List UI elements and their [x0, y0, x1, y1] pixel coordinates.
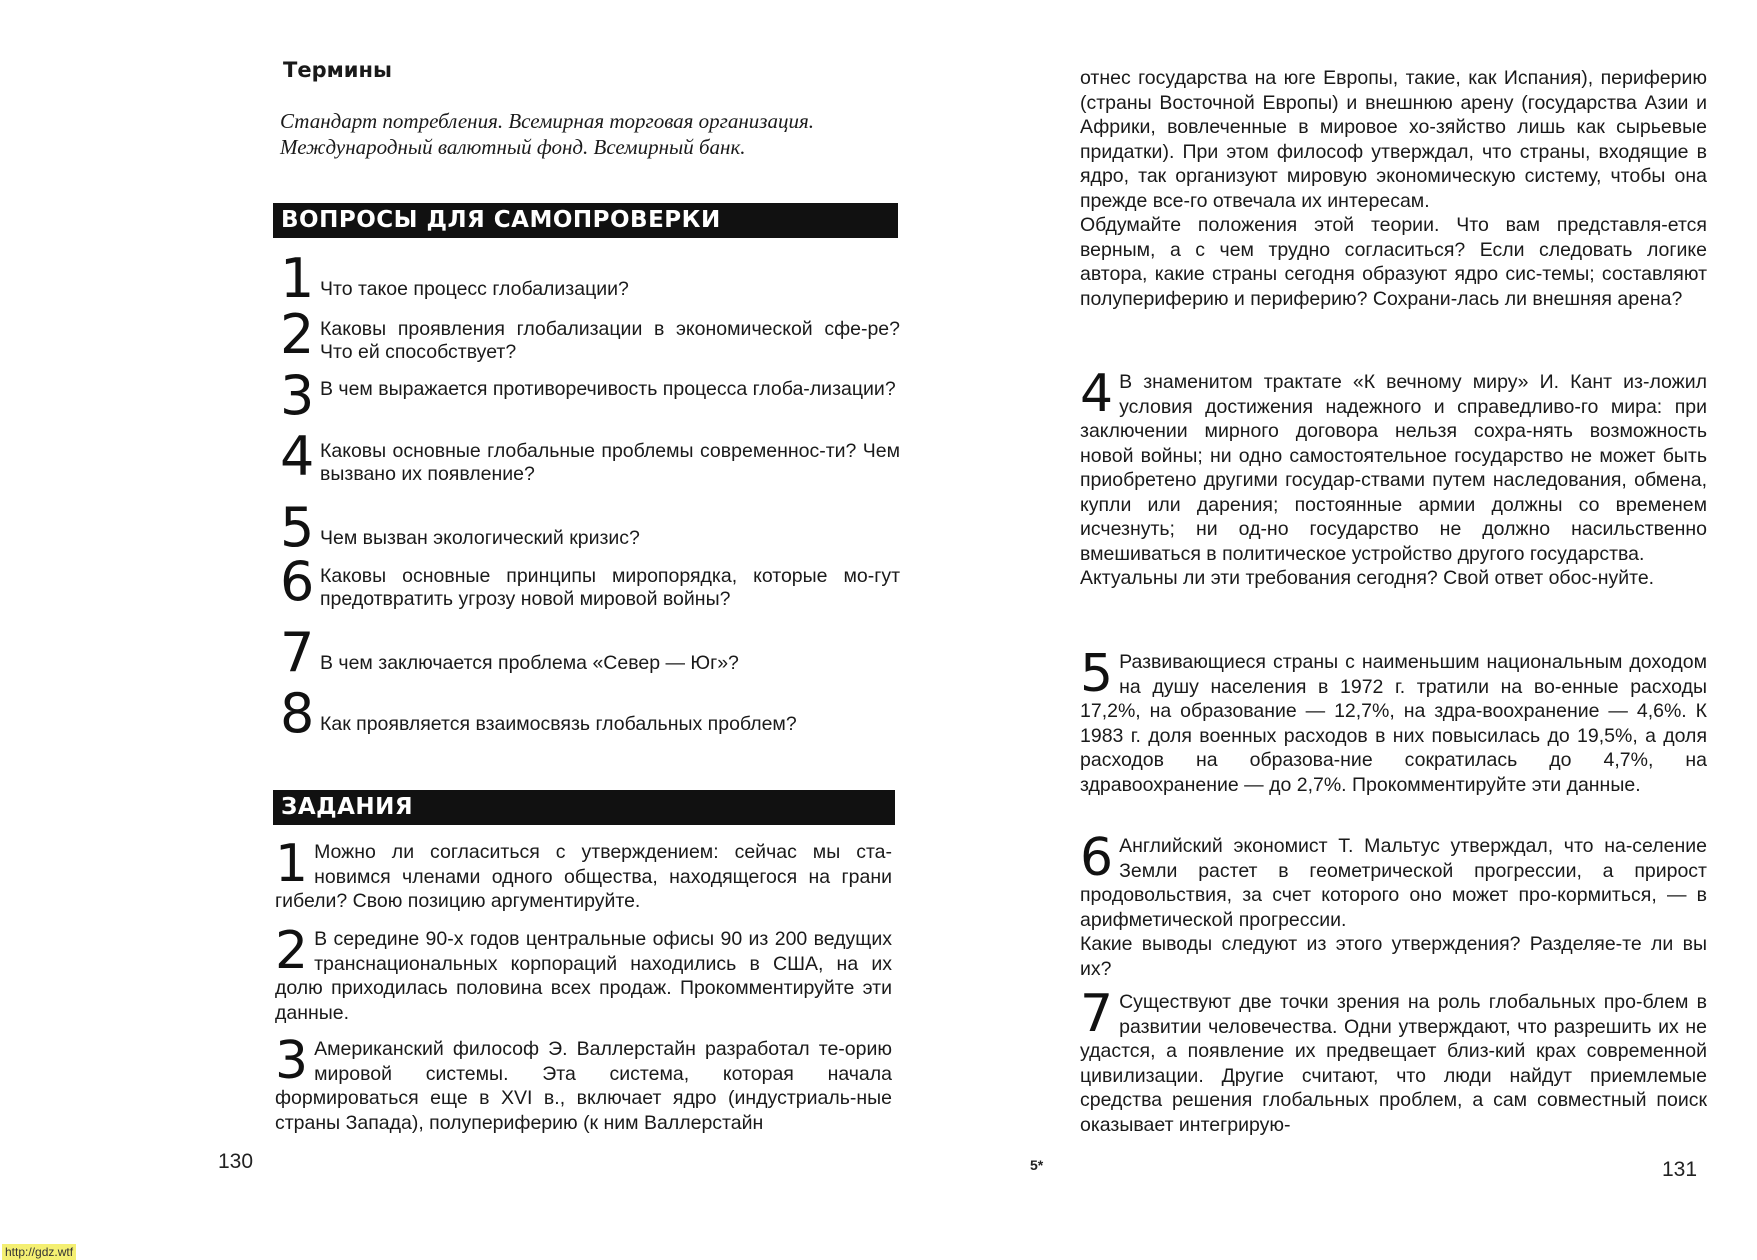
signature-mark: 5* — [1030, 1157, 1044, 1173]
question-text: Как проявляется взаимосвязь глобальных проблем? — [320, 713, 797, 735]
task-text: Английский экономист Т. Мальтус утверждал, что на-селение Земли растет в геометрической прогрессии, а прирост продовольствия, за счет которого оно может про-кормиться, — в арифметической прогрессии. — [1080, 835, 1707, 931]
tasks-section-header: ЗАДАНИЯ — [273, 790, 895, 825]
question-text: Чем вызван экологический кризис? — [320, 527, 640, 549]
question-number: 8 — [280, 682, 315, 745]
terms-heading: Термины — [283, 58, 392, 82]
task-item — [275, 1031, 892, 1135]
task-text: Развивающиеся страны с наименьшим национальным доходом на душу населения в 1972 г. тратили на во-енные расходы 17,2%, на образование — 12,7%, на здра-воохранение — 4,6%. К 1983 г. доля военных расходов в них повысилась до 19,5%, а доля расходов на образова-ние сократилась до 4,7%, на здравоохранение — до 2,7%. Прокомментируйте эти данные. — [1080, 651, 1707, 796]
task-item — [1080, 828, 1707, 981]
task-number: 4 — [1080, 364, 1114, 424]
question-number: 7 — [280, 621, 315, 684]
question-text: Что такое процесс глобализации? — [320, 278, 629, 300]
task-text: В знаменитом трактате «К вечному миру» И. Кант из-ложил условия достижения надежного и справедливо-го мира: при заключении мирного договора нельзя сохра-нять возможность новой войны; ни одно самостоятельное государство не может быть приобретено другими государ-ствами путем наследования, обмена, купли или дарения; постоянные армии должны со временем исчезнуть; ни од-но государство не должно насильственно вмешиваться в политическое устройство другого государства. — [1080, 371, 1707, 565]
question-text: В чем выражается противоречивость процесса глоба-лизации? — [320, 378, 896, 400]
task-text: Можно ли согласиться с утверждением: сейчас мы ста-новимся членами одного общества, находящегося на грани гибели? Свою позицию аргументируйте. — [275, 841, 892, 912]
terms-list — [280, 108, 920, 160]
task-number: 5 — [1080, 644, 1114, 704]
task-number: 1 — [275, 834, 309, 894]
question-text: Каковы основные глобальные проблемы современнос-ти? Чем вызвано их появление? — [320, 440, 900, 485]
task-item — [1080, 984, 1707, 1137]
task-question: Актуальны ли эти требования сегодня? Свой ответ обос-нуйте. — [1080, 567, 1655, 589]
task-text: Существуют две точки зрения на роль глобальных про-блем в развитии человечества. Одни утверждают, что разрешить их не удастся, а появление их предвещает близ-кий крах современной цивилизации. Другие считают, что люди найдут приемлемые средства решения глобальных проблем, а сам совместный поиск оказывает интегрирую- — [1080, 991, 1707, 1136]
task-number: 3 — [275, 1031, 309, 1091]
terms-line: Международный валютный фонд. Всемирный банк. — [280, 135, 746, 159]
task-text: отнес государства на юге Европы, такие, как Испания), периферию (страны Восточной Европы) и внешнюю арену (государства Азии и Африки, вовлеченные в мировое хо-зяйство лишь как сырьевые придатки). При этом философ утверждал, что страны, входящие в ядро, так организуют мировую экономическую систему, чтобы она прежде все-го отвечала их интересам. — [1080, 67, 1707, 212]
task-number: 7 — [1080, 984, 1114, 1044]
task-question: Какие выводы следуют из этого утверждения? Разделяе-те ли вы их? — [1080, 933, 1707, 980]
task-question: Обдумайте положения этой теории. Что вам представля-ется верным, а с чем трудно согласиться? Если следовать логике автора, какие страны сегодня образуют ядро сис-темы; составляют полупериферию и периферию? Сохрани-лась ли внешняя арена? — [1080, 214, 1707, 310]
task-item — [275, 921, 892, 1025]
question-number: 6 — [280, 550, 315, 613]
watermark-link[interactable]: http://gdz.wtf — [2, 1244, 76, 1260]
task-text: Американский философ Э. Валлерстайн разработал те-орию мировой системы. Эта система, которая начала формироваться еще в XVI в., включает ядро (индустриаль-ные страны Запада), полупериферию (к ним Валлерстайн — [275, 1038, 892, 1134]
question-number: 4 — [280, 425, 315, 488]
terms-line: Стандарт потребления. Всемирная торговая организация. — [280, 109, 814, 133]
question-number: 1 — [280, 247, 315, 310]
task-item — [1080, 644, 1707, 797]
page-number: 130 — [218, 1150, 254, 1173]
questions-section-header: ВОПРОСЫ ДЛЯ САМОПРОВЕРКИ — [273, 203, 898, 238]
question-text: В чем заключается проблема «Север — Юг»? — [320, 652, 739, 674]
page-number: 131 — [1662, 1158, 1698, 1181]
question-text: Каковы проявления глобализации в экономической сфе-ре? Что ей способствует? — [320, 318, 900, 363]
task-number: 2 — [275, 921, 309, 981]
question-text: Каковы основные принципы миропорядка, которые мо-гут предотвратить угрозу новой мировой войны? — [320, 565, 900, 610]
task-item — [1080, 364, 1707, 591]
task-text: В середине 90-х годов центральные офисы 90 из 200 ведущих транснациональных корпораций находились в США, на их долю приходилась половина всех продаж. Прокомментируйте эти данные. — [275, 928, 892, 1024]
question-number: 5 — [280, 496, 315, 559]
task-number: 6 — [1080, 828, 1114, 888]
task-item — [275, 834, 892, 914]
task-continuation — [1080, 66, 1707, 311]
question-number: 2 — [280, 303, 315, 366]
question-number: 3 — [280, 364, 315, 427]
right-page — [1030, 0, 1757, 1260]
